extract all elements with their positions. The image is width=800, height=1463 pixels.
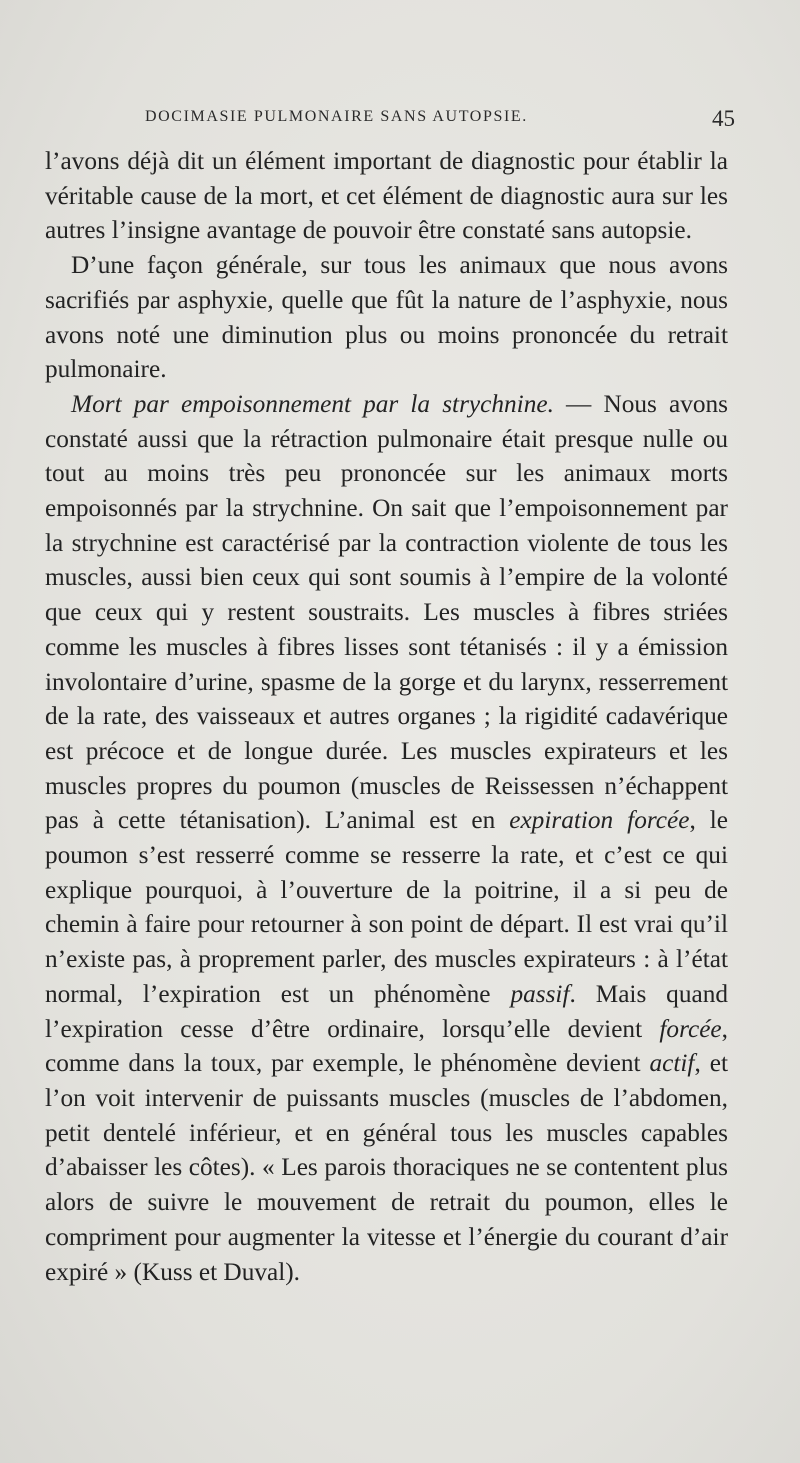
paragraph-strychnine <box>45 387 728 1289</box>
text-run: , comme dans la toux, par exemple, le phénomène devient <box>45 1014 728 1078</box>
emphasis-term: actif <box>649 1049 695 1078</box>
emphasis-term: passif <box>510 979 570 1008</box>
text-run: , le poumon s’est resserré comme se resserre la rate, et c’est ce qui explique pourquoi, à l’ouverture de la poitrine, il a si peu de chemin à faire pour retourner à son point de départ. Il est vrai qu’il n’existe pas, à proprement parler, des muscles expirateurs : à l’état normal, l’expiration est un phénomène <box>45 806 728 1008</box>
page-body <box>45 144 728 1289</box>
text-run: . Mais quand l’expiration cesse d’être ordinaire, lorsqu’elle devient <box>45 979 728 1043</box>
page-number: 45 <box>712 106 735 131</box>
text-run: , et l’on voit intervenir de puissants muscles (muscles de l’abdomen, petit dentelé inférieur, et en général tous les muscles capables d’abaisser les côtes). « Les parois thoraciques ne se contentent plus alors de suivre le mouvement de retrait du poumon, elles le compriment pour augmenter la vitesse et l’énergie du courant d’air expiré » (Kuss et Duval). <box>45 1049 728 1286</box>
emphasis-term: expiration forcée <box>509 806 690 835</box>
paragraph-continuation: l’avons déjà dit un élément important de diagnostic pour établir la véritable cause de la mort, et cet élément de diagnostic aura sur les autres l’insigne avantage de pouvoir être constaté sans autopsie. <box>45 147 728 245</box>
paragraph-asphyxie: D’une façon générale, sur tous les animaux que nous avons sacrifiés par asphyxie, quelle que fût la nature de l’asphyxie, nous avons noté une diminution plus ou moins prononcée du retrait pulmonaire. <box>45 251 728 384</box>
text-run: — Nous avons constaté aussi que la rétraction pulmonaire était presque nulle ou tout au moins très peu prononcée sur les animaux morts empoisonnés par la strychnine. On sait que l’empoisonnement par la strychnine est caractérisé par la contraction violente de tous les muscles, aussi bien ceux qui sont soumis à l’empire de la volonté que ceux qui y restent soustraits. Les muscles à fibres striées comme les muscles à fibres lisses sont tétanisés : il y a émission involontaire d’urine, spasme de la gorge et du larynx, resserrement de la rate, des vaisseaux et autres organes ; la rigidité cadavérique est précoce et de longue durée. Les muscles expirateurs et les muscles propres du poumon (muscles de Reissessen n’échappent pas à cette tétanisation). L’animal est en <box>45 389 728 835</box>
section-heading: Mort par empoisonnement par la strychnine. <box>71 389 554 418</box>
running-title: DOCIMASIE PULMONAIRE SANS AUTOPSIE. <box>145 108 528 125</box>
emphasis-term: forcée <box>659 1014 722 1043</box>
page-header <box>145 106 735 134</box>
